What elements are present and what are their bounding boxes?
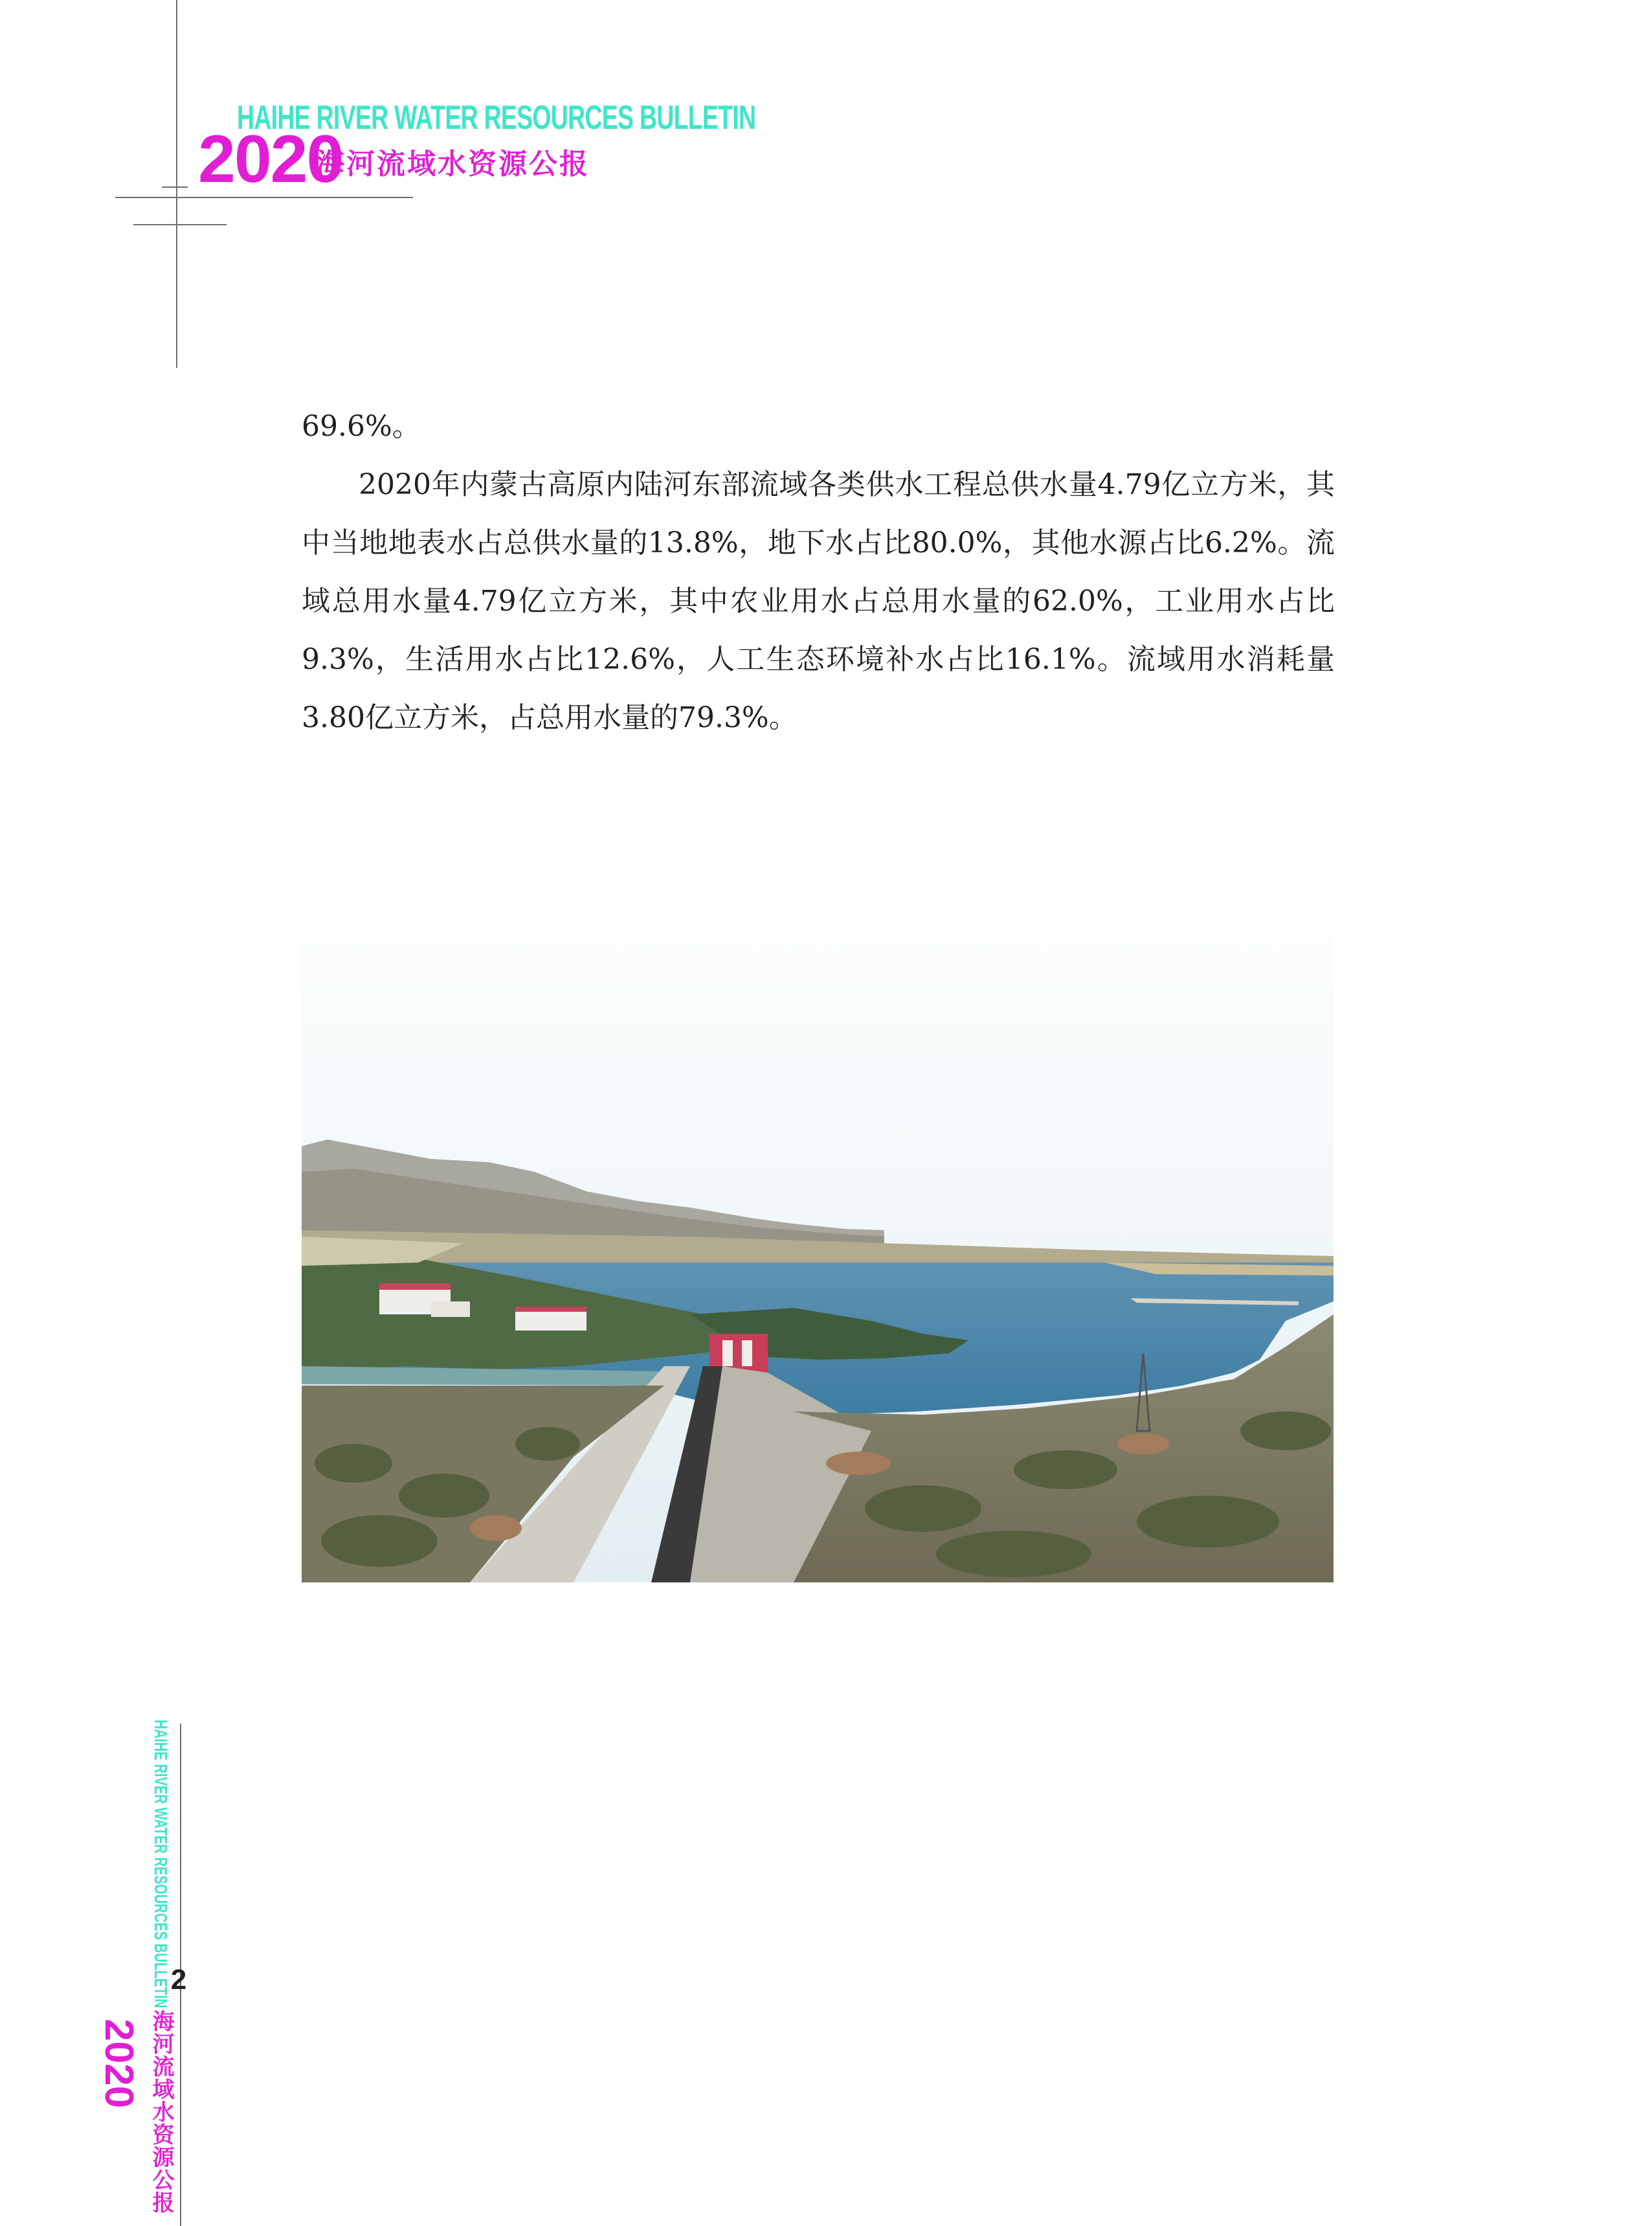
paragraph: 2020年内蒙古高原内陆河东部流域各类供水工程总供水量4.79亿立方米，其中当地地表水占总供水量的13.8%，地下水占比80.0%，其他水源占比6.2%。流域总用水量4.79亿立方米，其中农业用水占总用水量的62.0%，工业用水占比9.3%，生活用水占比12.6%，人工生态环境补水占比16.1%。流域用水消耗量3.80亿立方米，占总用水量的79.3%。 <box>302 468 1335 734</box>
page-number: 2 <box>170 1964 187 1996</box>
reservoir-landscape-photo-icon <box>302 809 1334 1582</box>
header-title-cn: 海河流域水资源公报 <box>316 148 590 181</box>
header-year: 2020 <box>198 122 343 197</box>
crop-guide-horizontal-short <box>133 224 227 225</box>
footer-year: 2020 <box>96 2019 141 2108</box>
crop-guide-vertical-top <box>176 0 177 368</box>
reservoir-photo <box>302 809 1334 1582</box>
header-title-en: HAIHE RIVER WATER RESOURCES BULLETIN <box>237 99 756 137</box>
body-text <box>302 398 1335 747</box>
crop-guide-horizontal <box>115 197 413 198</box>
footer-title-cn: 海河流域水资源公报 <box>148 2010 174 2214</box>
crop-guide-tick <box>162 186 188 188</box>
paragraph: 69.6%。 <box>302 410 421 443</box>
footer-title-en: HAIHE RIVER WATER RESOURCES BULLETIN <box>151 1720 171 2008</box>
